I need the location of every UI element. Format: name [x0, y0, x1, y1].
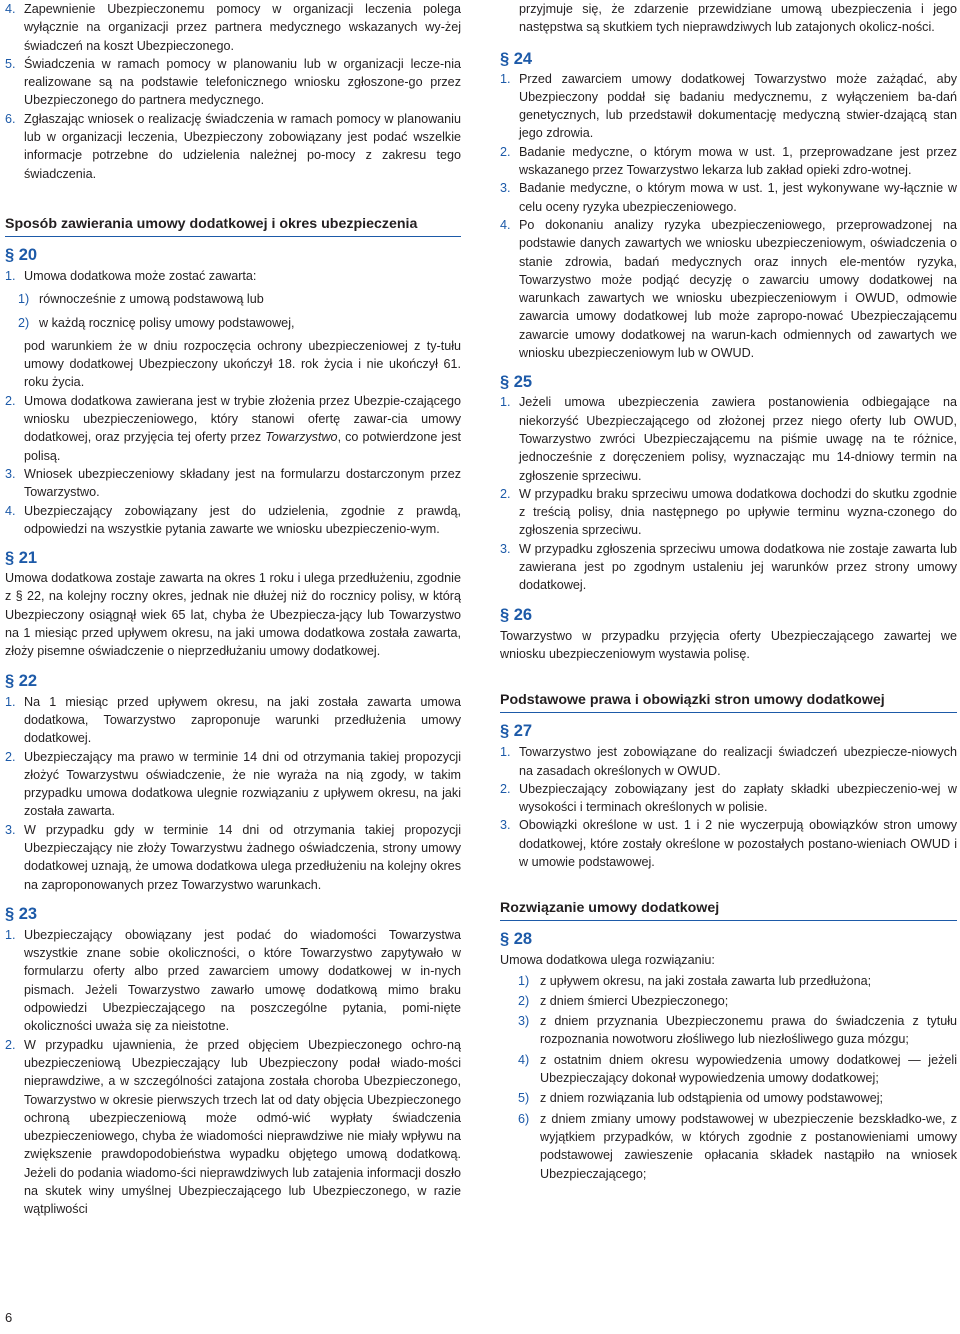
sub-item: 1) równocześnie z umową podstawową lub [18, 292, 264, 307]
section-heading: Sposób zawierania umowy dodatkowej i okres ubezpieczenia [5, 215, 461, 237]
paragraph-20-heading: § 20 [5, 245, 38, 264]
list-item: 1. Towarzystwo jest zobowiązane do realizacji świadczeń ubezpiecze-niowych na zasadach określonych w OWUD. [500, 745, 957, 778]
sub-item: 4) z ostatnim dniem okresu wypowiedzenia umowy dodatkowej — jeżeli Ubezpieczający dokonał wypowiedzenia umowy dodatkowej; [518, 1052, 957, 1086]
paragraph-23-heading: § 23 [5, 904, 38, 923]
sub-item: 2) w każdą rocznicę polisy umowy podstawowej, [18, 315, 295, 330]
right-column [500, 0, 957, 1183]
list-item: 4. Zapewnienie Ubezpieczonemu pomocy w organizacji leczenia polega wyłącznie na organizacji przez partnera medycznego wskazanych wy-żej świadczeń na koszt Ubezpieczonego. [5, 2, 461, 53]
list-item: 5. Świadczenia w ramach pomocy w planowaniu lub w organizacji lecze-nia realizowane są na podstawie telefonicznego wniosku zgłoszone-go przez Ubezpieczonego do partnera medycznego. [5, 56, 461, 108]
sub-item: 2) z dniem śmierci Ubezpieczonego; [518, 993, 729, 1008]
list-item: 3. Wniosek ubezpieczeniowy składany jest na formularzu dostarczonym przez Towarzystwo. [5, 466, 461, 500]
continuation-text: przyjmuje się, że zdarzenie przewidziane umową ubezpieczenia i jego następstwa są skutkiem tych nieprawdziwych lub zatajonych okolicz-ności. [519, 2, 957, 35]
list-item: 2. Ubezpieczający ma prawo w terminie 14 dni od otrzymania takiej propozycji złożyć Towarzystwu oświadczenie, że nie wyraża na nią zgody, w takim przypadku umowa dodatkowa ulegnie rozwiązaniu z upływem okresu, na jaki została zawarta. [5, 749, 461, 819]
list-item: 1. Umowa dodatkowa może zostać zawarta: [5, 268, 257, 283]
sub-item: 6) z dniem zmiany umowy podstawowej w ubezpieczenie bezskładko-we, z wyjątkiem przypadków, w których zgodnie z postanowieniami umowy podstawowej zawieszenie opłacania składek nastąpiło na wniosek Ubezpieczającego; [518, 1111, 957, 1181]
list-item: 1. Ubezpieczający obowiązany jest podać do wiadomości Towarzystwa wszystkie znane sobie okoliczności, o które Towarzystwo zapytywało w formularzu oferty albo przed zawarciem umowy dodatkowej w in-nych pismach. Jeżeli Towarzystwo zawarło umowę dodatkową mimo braku odpowiedzi Ubezpieczającego na poszczególne pytania, pomi-nięte okoliczności uważa się za nieistotne. [5, 927, 461, 1034]
paragraph-text: Umowa dodatkowa zostaje zawarta na okres 1 roku i ulega przedłużeniu, zgodnie z § 22, na kolejny roczny okres, jednak nie dłużej niż do rocznicy polisy, w którą Ubezpieczony osiągnął wiek 65 lat, chyba że Ubezpiecza-jący lub Towarzystwo na 1 miesiąc przed upływem okresu, na jaki umowa dodatkowa została zawarta, złoży pisemne oświadczenie o nieprzedłużaniu umowy dodatkowej. [5, 571, 461, 659]
paragraph-21-heading: § 21 [5, 549, 38, 568]
section-heading: Rozwiązanie umowy dodatkowej [500, 899, 957, 921]
left-column [5, 0, 461, 1219]
paragraph-27-heading: § 27 [500, 722, 533, 741]
list-item: 1. Przed zawarciem umowy dodatkowej Towarzystwo może zażądać, aby Ubezpieczony poddał się badaniu medycznemu, z wyłączeniem ba-dań genetycznych, lub przedstawił dokumentację medyczną stwier-dzającą stan jego zdrowia. [500, 71, 957, 141]
section-heading: Podstawowe prawa i obowiązki stron umowy dodatkowej [500, 691, 957, 713]
list-item: 2. W przypadku ujawnienia, że przed objęciem Ubezpieczonego ochro-ną ubezpieczeniową Ubezpieczający lub Ubezpieczony podał wiado-mości nieprawdziwe, a w szczególności zatajona została choroba Ubezpieczonego, Towarzystwo w okresie pierwszych trzech lat od daty objęcia Ubezpieczonego ochroną ubezpieczeniową może odmó-wić wypłaty świadczenia ubezpieczeniowego, chyba że wiadomości nieprawdziwe nie miały wpływu na zwiększenie prawdopodobieństwa wypadku objętego umową dodatkową. Jeżeli do podania wiadomo-ści nieprawdziwych lub zatajenia informacji doszło na skutek winy umyślnej Ubezpieczającego lub Ubezpieczonego, w razie wątpliwości [5, 1037, 461, 1217]
list-item: 2. Ubezpieczający zobowiązany jest do zapłaty składki ubezpieczenio-wej w wysokości i terminach określonych w polisie. [500, 781, 957, 815]
list-item: 6. Zgłaszając wniosek o realizację świadczenia w ramach pomocy w planowaniu lub w organizacji leczenia, Ubezpieczony zobowiązany jest podać wszelkie informacje potrzebne do udzielenia należnej po-mocy z zakresu tego świadczenia. [5, 111, 461, 181]
list-item: 4. Ubezpieczający zobowiązany jest do udzielenia, zgodnie z prawdą, odpowiedzi na wszystkie pytania zawarte we wniosku ubezpieczenio-wym. [5, 503, 461, 536]
paragraph-text: Towarzystwo w przypadku przyjęcia oferty Ubezpieczającego zawartej we wniosku ubezpieczeniowym wystawia polisę. [500, 628, 957, 661]
sub-item: 3) z dniem przyznania Ubezpieczonemu prawa do świadczenia z tytułu rozpoznania nowotworu złośliwego lub niezłośliwego guza mózgu; [518, 1014, 957, 1047]
paragraph-28-heading: § 28 [500, 930, 533, 949]
list-item: 4. Po dokonaniu analizy ryzyka ubezpieczeniowego, przeprowadzonej na podstawie danych zawartych we wniosku ubezpieczeniowym, oświadczenia o stanie zdrowia, badań medycznych oraz innych ele-mentów ryzyka, Towarzystwo może podjąć decyzję o zawarciu umowy dodatkowej na warunkach zawartych we wniosku ubezpieczeniowym i OWUD, odmowie zawarcia umowy dodatkowej lub może zapropo-nować Ubezpieczającemu zawarcie umowy dodatkowej na warun-kach odmiennych od zawartych we wniosku ubezpieczeniowym lub w OWUD. [500, 217, 957, 361]
paragraph-26-heading: § 26 [500, 605, 533, 624]
list-item: 1. Jeżeli umowa ubezpieczenia zawiera postanowienia odbiegające na niekorzyść Ubezpieczającego od złożonej przez niego oferty lub OWUD, Towarzystwo zwróci Ubezpieczającemu na piśmie uwagę na te różnice, jednocześnie z doręczeniem polisy, wyznaczając mu 14-dniowy termin na zgłoszenie sprzeciwu. [500, 395, 957, 483]
sub-item: 5) z dniem rozwiązania lub odstąpienia od umowy podstawowej; [518, 1091, 884, 1106]
sub-item: 1) z upływem okresu, na jaki została zawarta lub przedłużona; [518, 973, 872, 988]
list-item: 2. Umowa dodatkowa zawierana jest w trybie złożenia przez Ubezpie-czającego wniosku ubezpieczeniowego, który stanowi ofertę zawar-cia umowy dodatkowej, oraz przyjęcia tej oferty przez Towarzystwo, co potwierdzone jest polisą. [5, 393, 461, 463]
list-item: 3. Badanie medyczne, o którym mowa w ust. 1, jest wykonywane wy-łącznie w celu oceny ryzyka ubezpieczeniowego. [500, 181, 957, 214]
list-item: 3. Obowiązki określone w ust. 1 i 2 nie wyczerpują obowiązków stron umowy dodatkowej, które zostały określone w pozostałych postano-wieniach OWUD i w umowie podstawowej. [500, 818, 957, 869]
list-item: 3. W przypadku zgłoszenia sprzeciwu umowa dodatkowa nie zostaje zawarta lub zawierana jest po zgodnym ustaleniu jej warunków przez strony umowy dodatkowej. [500, 541, 957, 593]
paragraph-25-heading: § 25 [500, 373, 533, 392]
list-item: 2. Badanie medyczne, o którym mowa w ust. 1, przeprowadzane jest przez wskazanego przez Towarzystwo lekarza lub zakład opieki zdro-wotnej. [500, 144, 957, 178]
list-item: 1. Na 1 miesiąc przed upływem okresu, na jaki została zawarta umowa dodatkowa, Towarzystwo zaproponuje warunki przedłużenia umowy dodatkowej. [5, 694, 461, 746]
continuation-text: pod warunkiem że w dniu rozpoczęcia ochrony ubezpieczeniowej z ty-tułu umowy dodatkowej Ubezpieczony ukończył 18. rok życia i nie ukończył 61. roku życia. [24, 338, 461, 390]
list-item: 2. W przypadku braku sprzeciwu umowa dodatkowa dochodzi do skutku zgodnie z treścią polisy, dnia następnego po upływie terminu wyzna-czonego do zgłoszenia sprzeciwu. [500, 486, 957, 538]
paragraph-22-heading: § 22 [5, 671, 38, 690]
page-number: 6 [5, 1310, 13, 1325]
paragraph-24-heading: § 24 [500, 49, 533, 68]
paragraph-text: Umowa dodatkowa ulega rozwiązaniu: [500, 953, 715, 968]
list-item: 3. W przypadku gdy w terminie 14 dni od otrzymania takiej propozycji Ubezpieczający nie złoży Towarzystwu żadnego oświadczenia, strony umowy dodatkowej uznają, że umowa dodatkowa ulega przedłużeniu na kolejny okres na zaproponowanych przez Towarzystwo warunkach. [5, 822, 461, 892]
